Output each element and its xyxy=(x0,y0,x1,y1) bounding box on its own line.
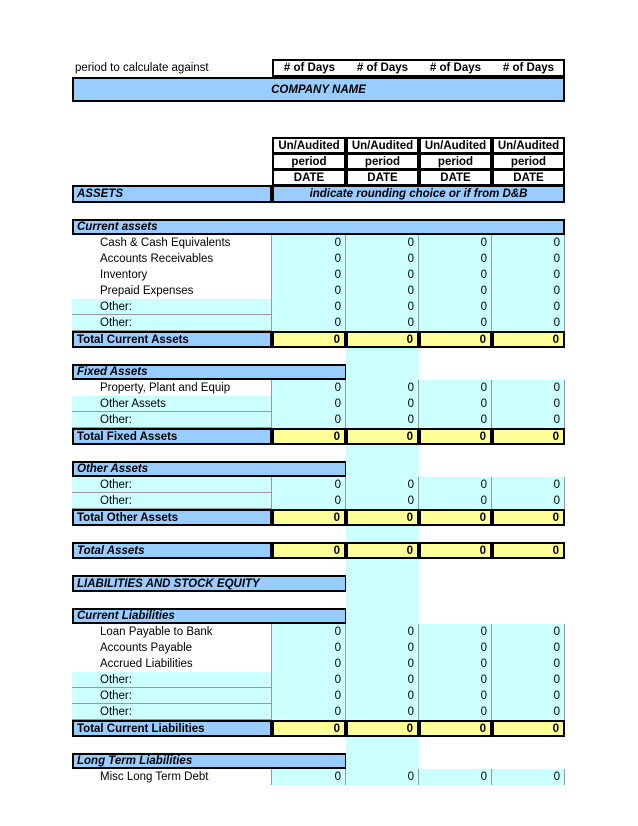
value-cell: 0 xyxy=(272,283,346,299)
value-cell: 0 xyxy=(272,672,346,688)
period-header-2: period xyxy=(346,153,419,170)
value-cell: 0 xyxy=(272,493,346,509)
value-cell: 0 xyxy=(272,704,346,720)
value-cell: 0 xyxy=(346,315,419,331)
total-value: 0 xyxy=(346,720,419,737)
total-assets-value: 0 xyxy=(272,542,346,559)
total-value: 0 xyxy=(419,331,492,348)
value-cell: 0 xyxy=(492,283,565,299)
company-name: COMPANY NAME xyxy=(72,77,565,102)
days-header-1: # of Days xyxy=(283,62,336,74)
assets-title: ASSETS xyxy=(72,185,272,203)
date-header-4: DATE xyxy=(492,169,565,186)
value-cell: 0 xyxy=(346,299,419,315)
section-title: Fixed Assets xyxy=(72,364,347,380)
total-value: 0 xyxy=(272,720,346,737)
value-cell: 0 xyxy=(419,704,492,720)
value-cell: 0 xyxy=(492,477,565,493)
value-cell: 0 xyxy=(346,396,419,412)
date-header-1: DATE xyxy=(272,169,346,186)
total-value: 0 xyxy=(419,509,492,526)
value-cell: 0 xyxy=(272,315,346,331)
value-cell: 0 xyxy=(419,412,492,428)
column-stripe xyxy=(346,348,419,364)
total-value: 0 xyxy=(272,331,346,348)
value-cell: 0 xyxy=(346,283,419,299)
column-stripe xyxy=(346,364,419,380)
value-cell: 0 xyxy=(272,396,346,412)
value-cell: 0 xyxy=(346,493,419,509)
value-cell: 0 xyxy=(419,688,492,704)
value-cell: 0 xyxy=(419,315,492,331)
total-assets-value: 0 xyxy=(346,542,419,559)
value-cell: 0 xyxy=(492,251,565,267)
row-label: Accrued Liabilities xyxy=(72,656,272,672)
date-header-2: DATE xyxy=(346,169,419,186)
value-cell: 0 xyxy=(346,624,419,640)
value-cell: 0 xyxy=(346,267,419,283)
audit-header-2: Un/Audited xyxy=(346,137,419,154)
total-label: Total Current Liabilities xyxy=(72,720,272,737)
row-label: Other: xyxy=(72,704,272,720)
value-cell: 0 xyxy=(419,769,492,785)
row-label: Loan Payable to Bank xyxy=(72,624,272,640)
value-cell: 0 xyxy=(346,412,419,428)
value-cell: 0 xyxy=(419,656,492,672)
value-cell: 0 xyxy=(346,251,419,267)
row-label: Misc Long Term Debt xyxy=(72,769,272,785)
value-cell: 0 xyxy=(419,235,492,251)
total-value: 0 xyxy=(346,509,419,526)
row-label: Other: xyxy=(72,493,272,509)
value-cell: 0 xyxy=(492,672,565,688)
column-stripe xyxy=(346,526,419,542)
section-title: Other Assets xyxy=(72,461,347,477)
total-value: 0 xyxy=(419,428,492,445)
column-stripe xyxy=(346,753,419,769)
value-cell: 0 xyxy=(272,688,346,704)
total-value: 0 xyxy=(492,509,565,526)
value-cell: 0 xyxy=(492,267,565,283)
total-value: 0 xyxy=(346,428,419,445)
row-label: Accounts Payable xyxy=(72,640,272,656)
column-stripe xyxy=(346,592,419,608)
total-label: Total Fixed Assets xyxy=(72,428,272,445)
value-cell: 0 xyxy=(492,640,565,656)
column-stripe xyxy=(346,737,419,753)
value-cell: 0 xyxy=(346,477,419,493)
column-stripe xyxy=(346,608,419,624)
value-cell: 0 xyxy=(492,315,565,331)
total-value: 0 xyxy=(272,509,346,526)
period-header-3: period xyxy=(419,153,492,170)
value-cell: 0 xyxy=(346,672,419,688)
value-cell: 0 xyxy=(492,235,565,251)
total-assets-label: Total Assets xyxy=(72,542,272,559)
value-cell: 0 xyxy=(492,624,565,640)
column-stripe xyxy=(346,575,419,592)
value-cell: 0 xyxy=(492,493,565,509)
audit-header-4: Un/Audited xyxy=(492,137,565,154)
total-value: 0 xyxy=(492,331,565,348)
section-title: Current Liabilities xyxy=(72,608,347,624)
value-cell: 0 xyxy=(492,656,565,672)
period-label: period to calculate against xyxy=(75,62,209,74)
value-cell: 0 xyxy=(272,412,346,428)
row-label: Inventory xyxy=(72,267,272,283)
total-value: 0 xyxy=(492,720,565,737)
value-cell: 0 xyxy=(419,493,492,509)
value-cell: 0 xyxy=(272,251,346,267)
value-cell: 0 xyxy=(272,235,346,251)
value-cell: 0 xyxy=(492,299,565,315)
section-title: Long Term Liabilities xyxy=(72,753,347,769)
value-cell: 0 xyxy=(272,769,346,785)
column-stripe xyxy=(346,445,419,461)
value-cell: 0 xyxy=(492,769,565,785)
value-cell: 0 xyxy=(419,396,492,412)
days-header-2: # of Days xyxy=(356,62,409,74)
period-header-4: period xyxy=(492,153,565,170)
total-assets-value: 0 xyxy=(492,542,565,559)
value-cell: 0 xyxy=(272,656,346,672)
row-label: Cash & Cash Equivalents xyxy=(72,235,272,251)
value-cell: 0 xyxy=(419,640,492,656)
row-label: Property, Plant and Equip xyxy=(72,380,272,396)
days-header-4: # of Days xyxy=(502,62,555,74)
value-cell: 0 xyxy=(419,299,492,315)
value-cell: 0 xyxy=(419,283,492,299)
total-label: Total Current Assets xyxy=(72,331,272,348)
value-cell: 0 xyxy=(492,396,565,412)
row-label: Other: xyxy=(72,412,272,428)
value-cell: 0 xyxy=(346,769,419,785)
value-cell: 0 xyxy=(492,688,565,704)
date-header-3: DATE xyxy=(419,169,492,186)
liabilities-title: LIABILITIES AND STOCK EQUITY xyxy=(72,575,347,592)
total-value: 0 xyxy=(346,331,419,348)
value-cell: 0 xyxy=(272,299,346,315)
days-header-3: # of Days xyxy=(429,62,482,74)
value-cell: 0 xyxy=(272,624,346,640)
value-cell: 0 xyxy=(346,688,419,704)
column-stripe xyxy=(346,461,419,477)
audit-header-3: Un/Audited xyxy=(419,137,492,154)
row-label: Other: xyxy=(72,688,272,704)
total-assets-value: 0 xyxy=(419,542,492,559)
value-cell: 0 xyxy=(272,477,346,493)
row-label: Other: xyxy=(72,672,272,688)
row-label: Other Assets xyxy=(72,396,272,412)
value-cell: 0 xyxy=(346,640,419,656)
value-cell: 0 xyxy=(419,672,492,688)
row-label: Accounts Receivables xyxy=(72,251,272,267)
value-cell: 0 xyxy=(346,656,419,672)
value-cell: 0 xyxy=(419,380,492,396)
value-cell: 0 xyxy=(419,267,492,283)
row-label: Other: xyxy=(72,477,272,493)
value-cell: 0 xyxy=(272,267,346,283)
row-label: Other: xyxy=(72,299,272,315)
value-cell: 0 xyxy=(419,251,492,267)
rounding-note: indicate rounding choice or if from D&B xyxy=(272,185,565,203)
row-label: Other: xyxy=(72,315,272,331)
value-cell: 0 xyxy=(419,477,492,493)
value-cell: 0 xyxy=(492,704,565,720)
column-stripe xyxy=(346,559,419,575)
value-cell: 0 xyxy=(419,624,492,640)
value-cell: 0 xyxy=(272,380,346,396)
value-cell: 0 xyxy=(492,412,565,428)
total-value: 0 xyxy=(419,720,492,737)
row-label: Prepaid Expenses xyxy=(72,283,272,299)
value-cell: 0 xyxy=(346,704,419,720)
value-cell: 0 xyxy=(272,640,346,656)
value-cell: 0 xyxy=(492,380,565,396)
total-label: Total Other Assets xyxy=(72,509,272,526)
period-header-1: period xyxy=(272,153,346,170)
total-value: 0 xyxy=(272,428,346,445)
value-cell: 0 xyxy=(346,380,419,396)
value-cell: 0 xyxy=(346,235,419,251)
audit-header-1: Un/Audited xyxy=(272,137,346,154)
total-value: 0 xyxy=(492,428,565,445)
section-title: Current assets xyxy=(72,219,565,235)
